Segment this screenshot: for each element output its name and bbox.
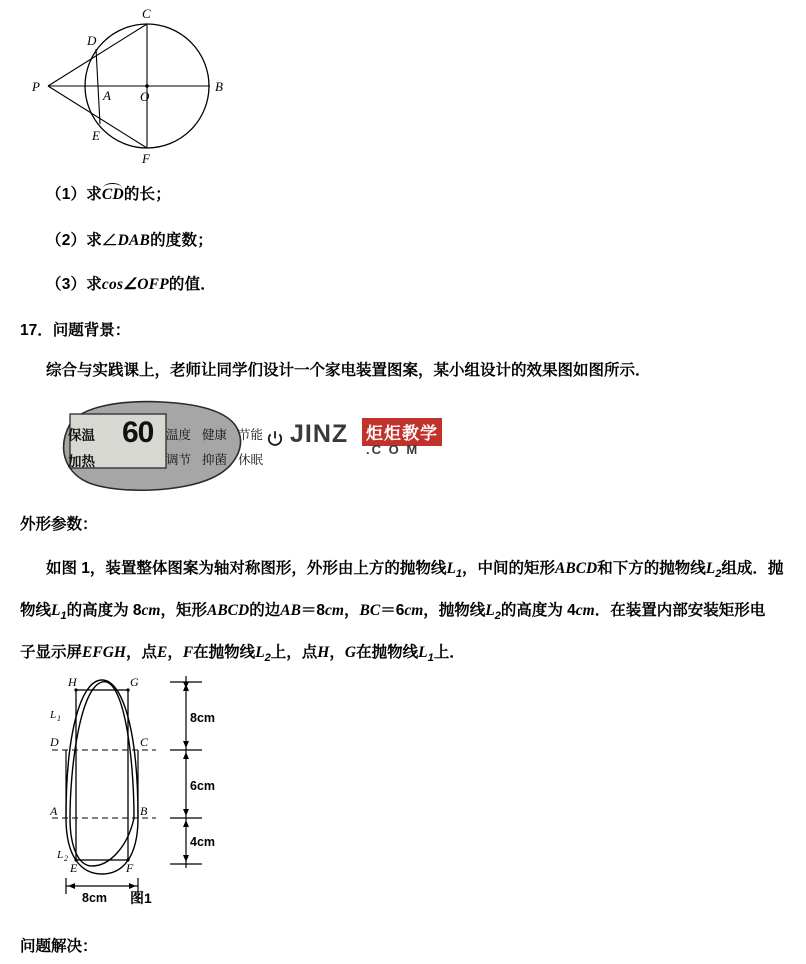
appliance-label-health: 健康 <box>202 428 228 442</box>
appliance-label-energy-saving: 节能 <box>238 428 264 442</box>
label-D: D <box>87 33 97 48</box>
label-C: C <box>142 6 151 21</box>
sub-question-2-prefix: （2）求∠ <box>46 232 118 249</box>
label-F: F <box>142 151 150 166</box>
shape-paragraph-line-2: 物线$L_1$的高度为 8cm，矩形ABCD的边AB＝8cm，BC＝6cm，抛物线$L_2$的高度为 4cm．在装置内部安装矩形电 <box>20 602 766 623</box>
appliance-label-antibacterial: 抑菌 <box>202 453 228 467</box>
dim-8cm-top: 8cm <box>190 711 216 725</box>
sub-question-3-mid: cos∠OFP <box>101 276 169 293</box>
arc-CD <box>102 186 124 204</box>
problem-number: 17．问题背景： <box>20 322 131 339</box>
sub-question-2-mid: DAB <box>117 232 151 249</box>
shape-paragraph-line-1: 如图 1，装置整体图案为轴对称图形，外形由上方的抛物线$L_1$，中间的矩形ABCD和下方的抛物线$L_2$组成．抛 <box>46 560 784 581</box>
label-A: A <box>103 88 111 103</box>
label-O: O <box>140 89 150 104</box>
label-P: P <box>32 79 40 94</box>
label-H: H <box>68 675 77 689</box>
label-L1-sub: 1 <box>57 714 61 723</box>
sub-question-3 <box>46 272 216 294</box>
label-D: D <box>50 735 59 749</box>
sub-question-1-mid: CD <box>101 186 124 203</box>
appliance-label-sleep: 休眠 <box>238 453 264 467</box>
watermark-domain: .C O M <box>366 442 420 457</box>
label-L1: L <box>50 709 57 721</box>
sub-question-2-suffix: 的度数； <box>150 232 213 249</box>
intro-paragraph: 综合与实践课上，老师让同学们设计一个家电装置图案，某小组设计的效果图如图所示． <box>46 362 651 379</box>
appliance-display-value: 60 <box>122 416 154 449</box>
dim-8cm-bottom: 8cm <box>82 891 108 905</box>
figure-circle-diagram <box>24 4 284 169</box>
watermark-cn: 炬炬教学 <box>362 418 442 446</box>
section-label-shape-params: 外形参数： <box>20 516 98 533</box>
label-E: E <box>70 861 78 875</box>
circle-diagram-svg <box>24 4 284 169</box>
power-icon <box>266 430 284 453</box>
dim-6cm: 6cm <box>190 779 216 793</box>
watermark <box>290 418 450 462</box>
label-C: C <box>140 735 149 749</box>
sub-question-2 <box>46 228 213 250</box>
label-F: F <box>126 861 134 875</box>
sub-question-1 <box>46 182 171 204</box>
label-A: A <box>50 804 58 818</box>
watermark-brand: JINZ <box>290 420 349 448</box>
appliance-label-adjust: 调节 <box>166 453 192 467</box>
label-B: B <box>215 79 223 94</box>
section-label-problem-solving: 问题解决： <box>20 938 98 955</box>
appliance-label-temperature: 温度 <box>166 428 192 442</box>
label-E: E <box>92 128 100 143</box>
figure-1-caption: 图1 <box>130 890 152 906</box>
sub-question-1-prefix: （1）求 <box>46 186 102 203</box>
figure-1-svg <box>30 668 250 908</box>
sub-question-3-suffix: 的值． <box>168 276 216 293</box>
appliance-label-heat: 加热 <box>68 454 95 469</box>
label-L2-sub: 2 <box>64 854 68 863</box>
figure-1 <box>30 668 250 908</box>
label-G: G <box>130 675 139 689</box>
appliance-label-keep-warm: 保温 <box>68 428 95 443</box>
label-L2: L <box>57 849 64 861</box>
arc-bar-icon <box>103 183 122 188</box>
dim-4cm: 4cm <box>190 835 216 849</box>
sub-question-3-prefix: （3）求 <box>46 276 102 293</box>
label-B: B <box>140 804 148 818</box>
sub-question-1-suffix: 的长； <box>123 186 171 203</box>
shape-paragraph-line-3: 子显示屏EFGH，点E，F在抛物线$L_2$上，点H，G在抛物线$L_1$上． <box>20 644 465 665</box>
